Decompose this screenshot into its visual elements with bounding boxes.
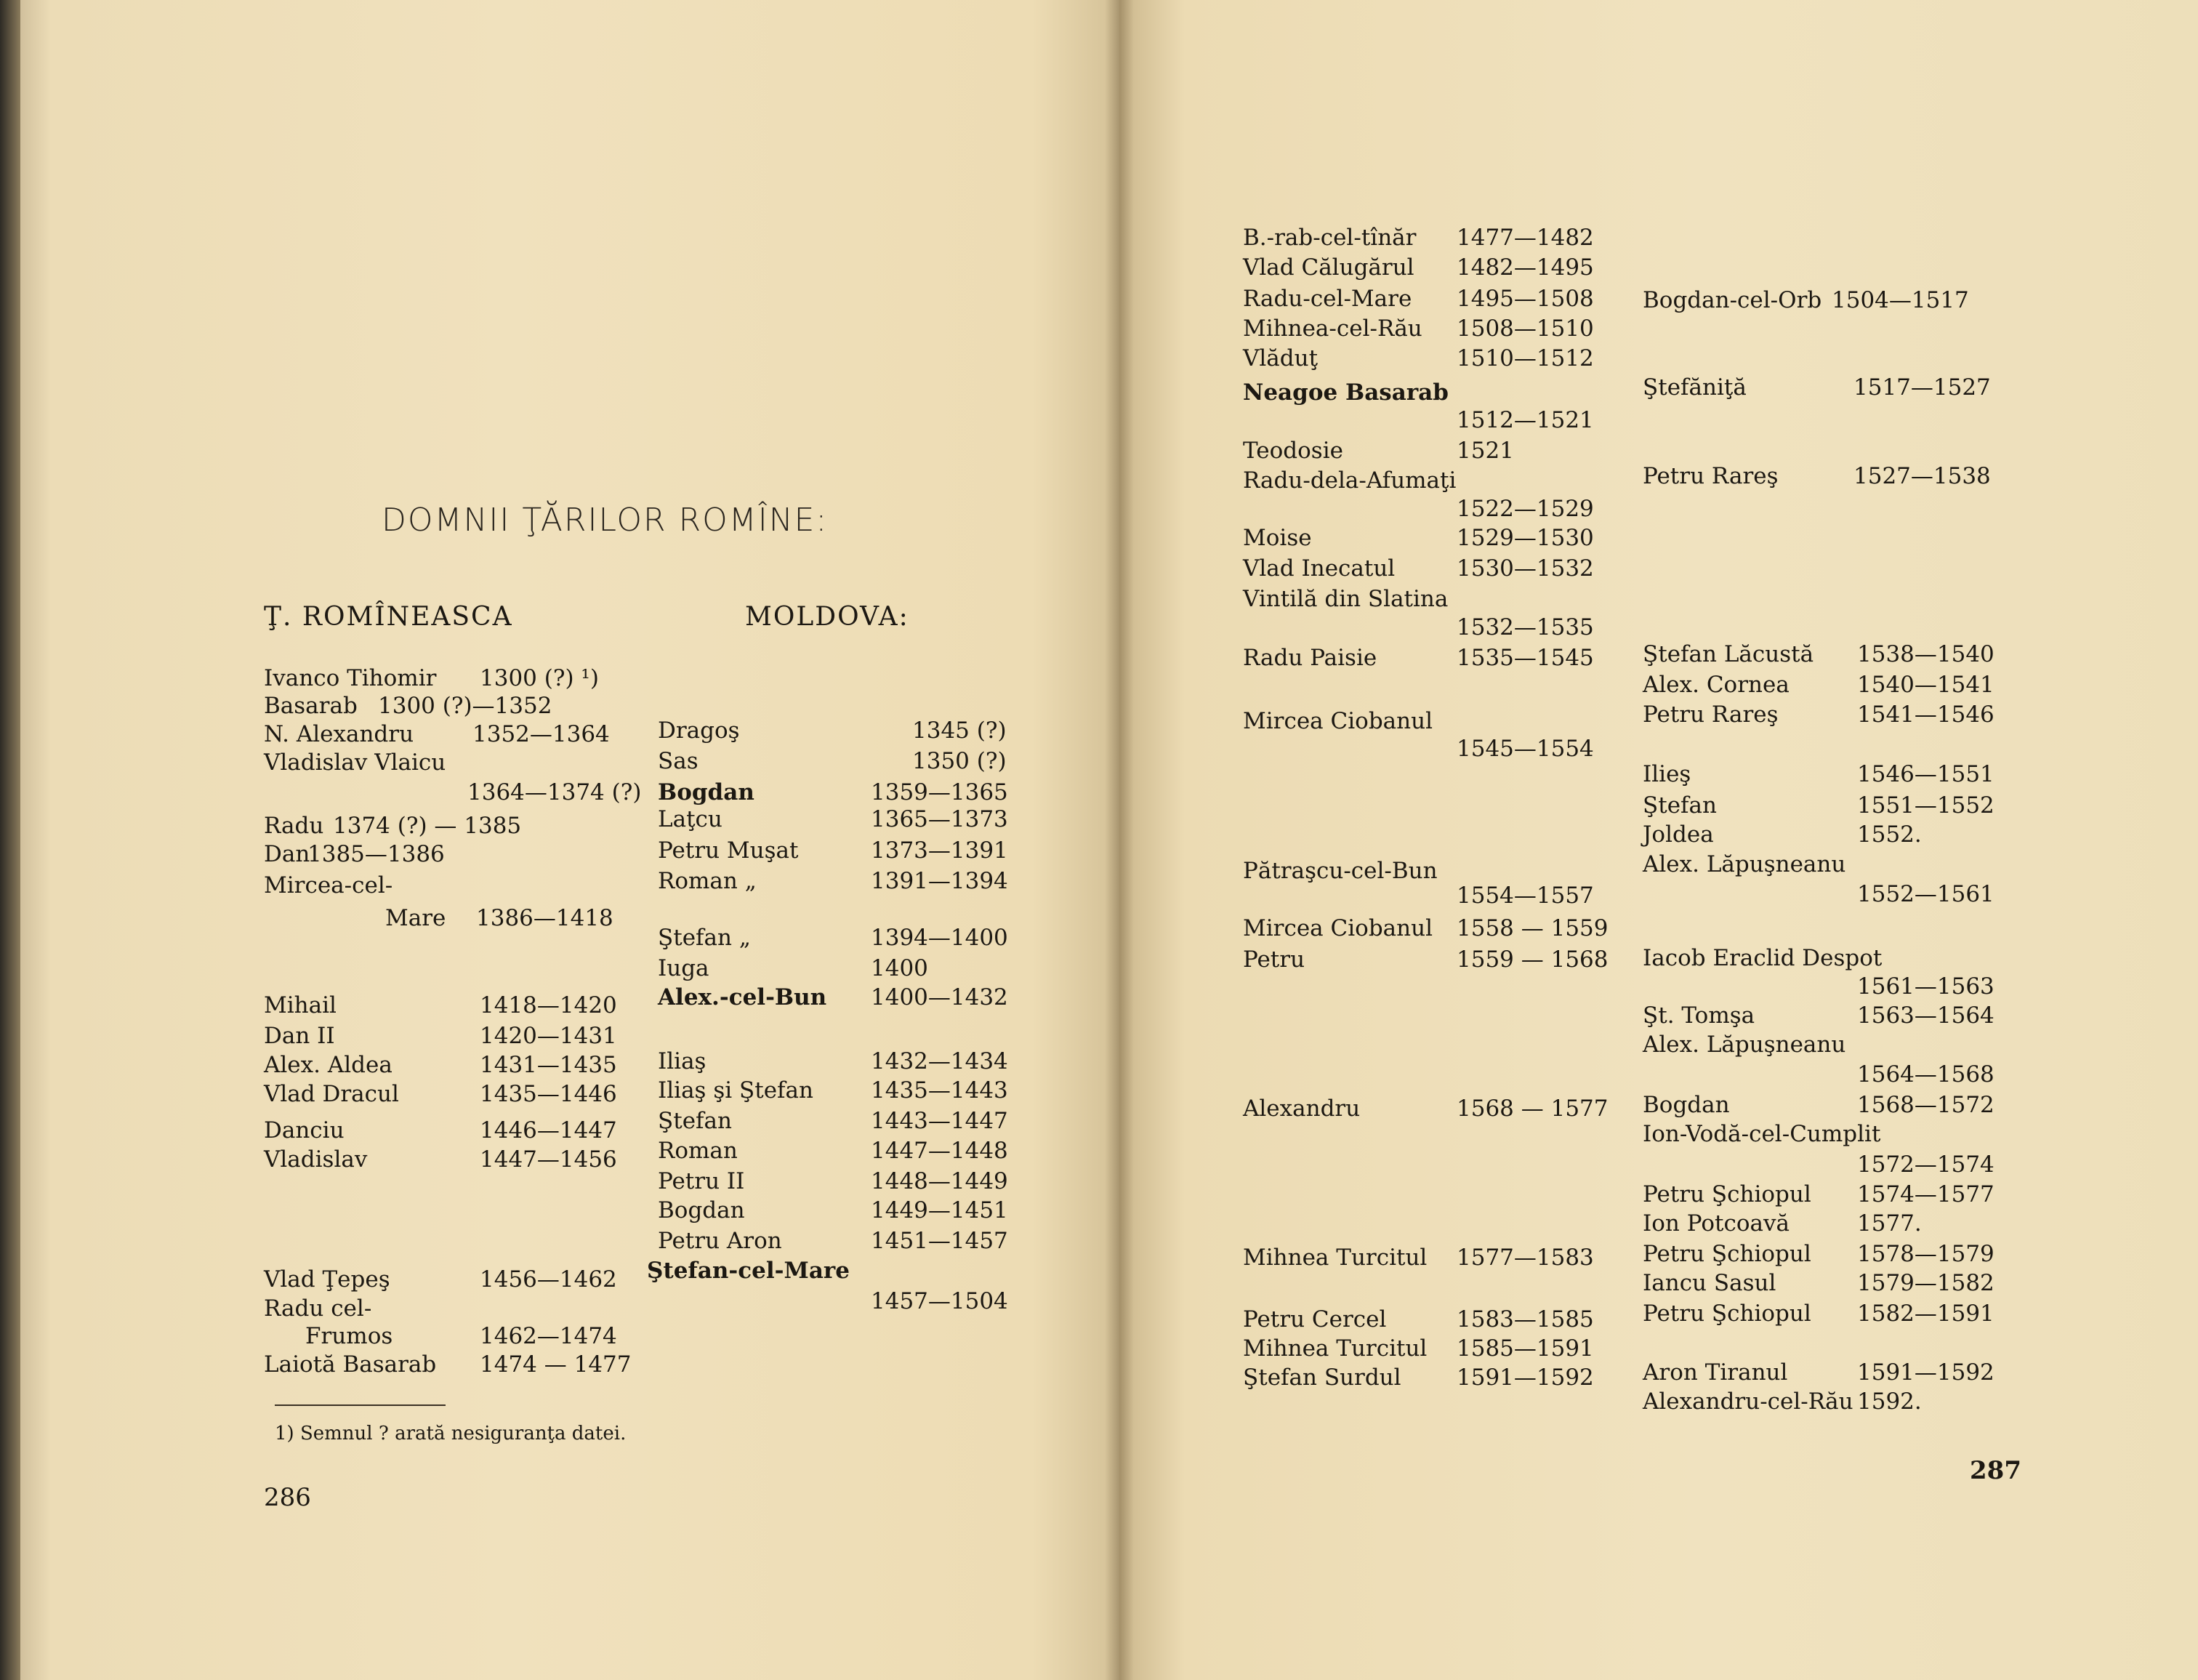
reign-years: 1435—1443 <box>871 1077 1008 1104</box>
ruler-name: Ştefan <box>658 1108 732 1134</box>
ruler-name: Alex. Aldea <box>264 1052 392 1078</box>
page-number-right: 287 <box>1970 1456 2021 1485</box>
ruler-name: Mircea-cel- <box>264 872 393 899</box>
reign-years: 1456—1462 <box>480 1266 617 1293</box>
reign-years: 1558 — 1559 <box>1457 915 1609 941</box>
ruler-name: Mare <box>385 905 446 931</box>
ruler-name: Ştefăniţă <box>1643 374 1747 401</box>
ruler-name: Petru II <box>658 1168 745 1194</box>
reign-years: 1540—1541 <box>1857 672 1994 698</box>
reign-years: 1564—1568 <box>1857 1061 1994 1088</box>
ruler-name: Radu-cel-Mare <box>1243 286 1412 312</box>
ruler-name: Bogdan <box>1643 1092 1730 1118</box>
reign-years: 1400—1432 <box>871 984 1008 1010</box>
reign-years: 1568—1572 <box>1857 1092 1994 1118</box>
reign-years: 1585—1591 <box>1457 1335 1594 1362</box>
ruler-name: Mihnea-cel-Rău <box>1243 315 1422 342</box>
reign-years: 1578—1579 <box>1857 1241 1994 1267</box>
ruler-name: Dragoş <box>658 718 740 744</box>
reign-years: 1577. <box>1857 1210 1922 1237</box>
ruler-name: Iliaş şi Ştefan <box>658 1077 813 1104</box>
ruler-name: Ştefan Surdul <box>1243 1365 1401 1391</box>
reign-years: 1352—1364 <box>472 721 610 747</box>
ruler-name: Ştefan <box>1643 792 1717 819</box>
ruler-name: Alex. Lăpuşneanu <box>1643 1032 1846 1058</box>
reign-years: 1591—1592 <box>1857 1359 1994 1386</box>
reign-years: 1530—1532 <box>1457 555 1594 582</box>
ruler-name: Vlad Inecatul <box>1243 555 1396 582</box>
ruler-name: Ştefan „ <box>658 925 751 951</box>
ruler-name: Ilieş <box>1643 761 1691 787</box>
ruler-name: Radu <box>264 813 324 839</box>
ruler-name: Ivanco Tihomir <box>264 665 437 691</box>
ruler-name: N. Alexandru <box>264 721 414 747</box>
reign-years: 1374 (?) — 1385 <box>333 813 522 839</box>
ruler-name: Mihail <box>264 992 337 1018</box>
reign-years: 1451—1457 <box>871 1228 1008 1254</box>
reign-years: 1391—1394 <box>871 868 1008 894</box>
ruler-name: Petru Şchiopul <box>1643 1181 1811 1207</box>
ruler-name: Iacob Eraclid Despot <box>1643 945 1883 971</box>
reign-years: 1448—1449 <box>871 1168 1008 1194</box>
column-title-moldova: MOLDOVA: <box>745 602 909 632</box>
ruler-name: Alex. Cornea <box>1643 672 1790 698</box>
ruler-name: Neagoe Basarab <box>1243 379 1449 406</box>
reign-years: 1517—1527 <box>1853 374 1991 401</box>
reign-years: 1300 (?)—1352 <box>378 693 552 719</box>
ruler-name: Petru Şchiopul <box>1643 1301 1811 1327</box>
reign-years: 1591—1592 <box>1457 1365 1594 1391</box>
reign-years: 1364—1374 (?) <box>467 779 642 805</box>
ruler-name: Danciu <box>264 1117 345 1144</box>
ruler-name: Mihnea Turcitul <box>1243 1245 1428 1271</box>
ruler-name: Teodosie <box>1243 438 1343 464</box>
ruler-name: Petru Muşat <box>658 837 799 864</box>
reign-years: 1350 (?) <box>912 748 1007 774</box>
footnote-divider <box>275 1404 446 1406</box>
ruler-name: Radu Paisie <box>1243 645 1377 671</box>
reign-years: 1522—1529 <box>1457 496 1594 522</box>
reign-years: 1435—1446 <box>480 1081 617 1107</box>
reign-years: 1572—1574 <box>1857 1152 1994 1178</box>
ruler-name: Alexandru-cel-Rău <box>1643 1388 1853 1415</box>
ruler-name: Bogdan-cel-Orb <box>1643 287 1822 313</box>
ruler-name: Petru <box>1243 946 1305 973</box>
ruler-name: Ion Potcoavă <box>1643 1210 1790 1237</box>
ruler-name: Ştefan-cel-Mare <box>647 1258 850 1284</box>
ruler-name: Sas <box>658 748 699 774</box>
ruler-name: Dan <box>264 841 310 867</box>
reign-years: 1554—1557 <box>1457 883 1594 909</box>
reign-years: 1504—1517 <box>1832 287 1969 313</box>
ruler-name: Vladislav Vlaicu <box>264 749 446 776</box>
ruler-name: Radu-dela-Afumaţi <box>1243 467 1457 494</box>
right-page <box>1119 0 2198 1680</box>
reign-years: 1552—1561 <box>1857 881 1994 907</box>
ruler-name: Iancu Sasul <box>1643 1270 1776 1296</box>
reign-years: 1431—1435 <box>480 1052 617 1078</box>
ruler-name: Vlad Călugărul <box>1243 254 1414 281</box>
ruler-name: Petru Şchiopul <box>1643 1241 1811 1267</box>
reign-years: 1546—1551 <box>1857 761 1994 787</box>
ruler-name: Petru Rareş <box>1643 702 1779 728</box>
ruler-name: Laiotă Basarab <box>264 1351 437 1378</box>
reign-years: 1477—1482 <box>1457 225 1594 251</box>
ruler-name: Vlad Ţepeş <box>264 1266 390 1293</box>
reign-years: 1561—1563 <box>1857 973 1994 1000</box>
reign-years: 1443—1447 <box>871 1108 1008 1134</box>
ruler-name: Mihnea Turcitul <box>1243 1335 1428 1362</box>
ruler-name: Ştefan Lăcustă <box>1643 641 1814 667</box>
ruler-name: Vladislav <box>264 1146 368 1173</box>
reign-years: 1592. <box>1857 1388 1922 1415</box>
reign-years: 1482—1495 <box>1457 254 1594 281</box>
reign-years: 1529—1530 <box>1457 525 1594 551</box>
reign-years: 1345 (?) <box>912 718 1007 744</box>
ruler-name: Bogdan <box>658 779 754 805</box>
ruler-name: Iuga <box>658 955 709 981</box>
ruler-name: Alexandru <box>1243 1096 1361 1122</box>
reign-years: 1541—1546 <box>1857 702 1994 728</box>
ruler-name: Petru Aron <box>658 1228 782 1254</box>
ruler-name: Moise <box>1243 525 1312 551</box>
book-edge <box>0 0 20 1680</box>
ruler-name: Vintilă din Slatina <box>1243 586 1449 612</box>
reign-years: 1552. <box>1857 821 1922 848</box>
reign-years: 1551—1552 <box>1857 792 1994 819</box>
ruler-name: Petru Cercel <box>1243 1306 1387 1333</box>
reign-years: 1447—1448 <box>871 1138 1008 1164</box>
reign-years: 1582—1591 <box>1857 1301 1994 1327</box>
reign-years: 1579—1582 <box>1857 1270 1994 1296</box>
ruler-name: Aron Tiranul <box>1643 1359 1788 1386</box>
reign-years: 1418—1420 <box>480 992 617 1018</box>
reign-years: 1394—1400 <box>871 925 1008 951</box>
ruler-name: Alex. Lăpuşneanu <box>1643 851 1846 877</box>
page-number-left: 286 <box>264 1483 311 1512</box>
reign-years: 1545—1554 <box>1457 736 1594 762</box>
ruler-name: B.-rab-cel-tînăr <box>1243 225 1417 251</box>
ruler-name: Radu cel- <box>264 1295 372 1322</box>
reign-years: 1432—1434 <box>871 1048 1008 1074</box>
page-heading: DOMNII ŢĂRILOR ROMÎNE: <box>382 502 829 539</box>
reign-years: 1538—1540 <box>1857 641 1994 667</box>
ruler-name: Ion-Vodă-cel-Cumplit <box>1643 1121 1881 1147</box>
reign-years: 1449—1451 <box>871 1197 1008 1223</box>
reign-years: 1532—1535 <box>1457 614 1594 640</box>
reign-years: 1583—1585 <box>1457 1306 1594 1333</box>
reign-years: 1400 <box>871 955 928 981</box>
reign-years: 1559 — 1568 <box>1457 946 1609 973</box>
reign-years: 1508—1510 <box>1457 315 1594 342</box>
ruler-name: Iliaş <box>658 1048 706 1074</box>
ruler-name: Mircea Ciobanul <box>1243 915 1433 941</box>
reign-years: 1527—1538 <box>1853 463 1991 489</box>
reign-years: 1535—1545 <box>1457 645 1594 671</box>
reign-years: 1385—1386 <box>307 841 445 867</box>
reign-years: 1386—1418 <box>476 905 613 931</box>
ruler-name: Vlad Dracul <box>264 1081 399 1107</box>
reign-years: 1359—1365 <box>871 779 1008 805</box>
reign-years: 1510—1512 <box>1457 345 1594 371</box>
reign-years: 1373—1391 <box>871 837 1008 864</box>
ruler-name: Frumos <box>305 1323 393 1349</box>
reign-years: 1521 <box>1457 438 1514 464</box>
ruler-name: Pătraşcu-cel-Bun <box>1243 858 1438 884</box>
ruler-name: Vlăduţ <box>1243 345 1319 371</box>
reign-years: 1512—1521 <box>1457 407 1594 433</box>
reign-years: 1495—1508 <box>1457 286 1594 312</box>
ruler-name: Bogdan <box>658 1197 745 1223</box>
ruler-name: Mircea Ciobanul <box>1243 708 1433 734</box>
ruler-name: Petru Rareş <box>1643 463 1779 489</box>
ruler-name: Basarab <box>264 693 358 719</box>
reign-years: 1574—1577 <box>1857 1181 1994 1207</box>
reign-years: 1457—1504 <box>871 1288 1008 1314</box>
ruler-name: Alex.-cel-Bun <box>658 984 827 1010</box>
ruler-name: Roman <box>658 1138 738 1164</box>
footnote: 1) Semnul ? arată nesiguranţa datei. <box>275 1423 627 1444</box>
reign-years: 1474 — 1477 <box>480 1351 632 1378</box>
reign-years: 1563—1564 <box>1857 1002 1994 1029</box>
column-title-romaneasca: Ţ. ROMÎNEASCA <box>264 602 513 632</box>
reign-years: 1300 (?) ¹) <box>480 665 599 691</box>
ruler-name: Dan II <box>264 1023 335 1049</box>
ruler-name: Roman „ <box>658 868 757 894</box>
reign-years: 1577—1583 <box>1457 1245 1594 1271</box>
reign-years: 1365—1373 <box>871 806 1008 832</box>
reign-years: 1462—1474 <box>480 1323 617 1349</box>
ruler-name: Laţcu <box>658 806 722 832</box>
reign-years: 1447—1456 <box>480 1146 617 1173</box>
reign-years: 1446—1447 <box>480 1117 617 1144</box>
book-gutter <box>1105 0 1134 1680</box>
ruler-name: Şt. Tomşa <box>1643 1002 1755 1029</box>
reign-years: 1568 — 1577 <box>1457 1096 1609 1122</box>
ruler-name: Joldea <box>1643 821 1714 848</box>
reign-years: 1420—1431 <box>480 1023 617 1049</box>
